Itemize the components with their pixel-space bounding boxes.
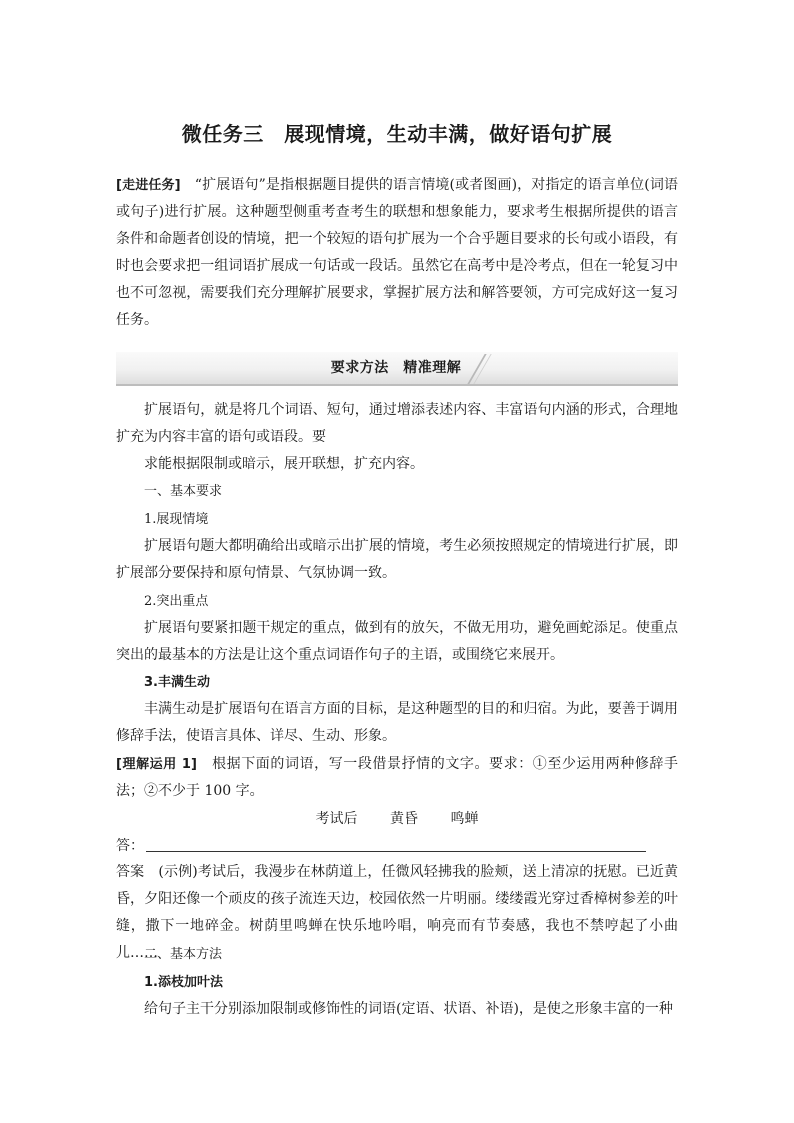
- subheading-add-branches: 1.添枝加叶法: [144, 975, 223, 990]
- intro-text: “扩展语句”是指根据题目提供的语言情境(或者图画)，对指定的语言单位(词语或句子)进行扩展。这种题型侧重考查考生的联想和想象能力，要求考生根据所提供的语言条件和命题者创设的情境，把一个较短的语句扩展为一个合乎题目要求的长句或小语段，有时也会要求把一组词语扩展成一句话或一段话。虽然它在高考中是冷考点，但在一轮复习中也不可忽视，需要我们充分理解扩展要求，掌握扩展方法和解答要领，方可完成好这一复习任务。: [116, 177, 679, 328]
- heading-basic-requirements: 一、基本要求: [144, 484, 223, 499]
- section-header-label: 要求方法 精准理解: [330, 360, 462, 376]
- page-title: 微任务三 展现情境，生动丰满，做好语句扩展: [181, 122, 613, 146]
- subheading-vivid: 3.丰满生动: [144, 675, 210, 690]
- answer-tag: 答案: [116, 864, 145, 880]
- keyword-2: 黄昏: [390, 811, 418, 827]
- subheading-scene: 1.展现情境: [144, 512, 209, 527]
- body-paragraph-2: 求能根据限制或暗示，展开联想，扩充内容。: [144, 456, 424, 472]
- heading-basic-methods: 二、基本方法: [144, 947, 223, 962]
- keyword-list: [116, 806, 678, 833]
- body-paragraph-1: 扩展语句，就是将几个词语、短句，通过增添表述内容、丰富语句内涵的形式，合理地扩充为内容丰富的语句或语段。要: [116, 402, 678, 445]
- answer-text: (示例)考试后，我漫步在林荫道上，任微风轻拂我的脸颊，送上清凉的抚慰。已近黄昏，夕阳还像一个顽皮的孩子流连天边，校园依然一片明丽。缕缕霞光穿过香樟树参差的叶缝，撒下一地碎金。树荫里鸣蝉在快乐地吟唱，响亮而有节奏感，我也不禁哼起了小曲儿……: [116, 864, 679, 961]
- body-paragraph-focus: 扩展语句要紧扣题干规定的重点，做到有的放矢，不做无用功，避免画蛇添足。使重点突出的最基本的方法是让这个重点词语作句子的主语，或围绕它来展开。: [116, 620, 678, 663]
- intro-paragraph: [116, 172, 678, 334]
- intro-tag: [走进任务]: [116, 178, 181, 193]
- answer-prompt: 答：: [116, 838, 144, 854]
- answer-blank-line: [146, 851, 646, 852]
- section-header-bar: [116, 352, 678, 386]
- exercise-text: 根据下面的词语，写一段借景抒情的文字。要求：①至少运用两种修辞手法；②不少于 100 字。: [116, 756, 678, 799]
- exercise-tag: [理解运用 1]: [116, 757, 197, 772]
- exercise-paragraph: [116, 751, 678, 805]
- body-paragraph-vivid: 丰满生动是扩展语句在语言方面的目标，是这种题型的目的和归宿。为此，要善于调用修辞手法，使语言具体、详尽、生动、形象。: [116, 701, 678, 744]
- subheading-focus: 2.突出重点: [144, 594, 209, 609]
- body-paragraph-method: 给句子主干分别添加限制或修饰性的词语(定语、状语、补语)，是使之形象丰富的一种: [144, 1001, 673, 1017]
- body-paragraph-scene: 扩展语句题大都明确给出或暗示出扩展的情境，考生必须按照规定的情境进行扩展，即扩展部分要保持和原句情景、气氛协调一致。: [116, 538, 678, 581]
- keyword-1: 考试后: [315, 811, 358, 827]
- keyword-3: 鸣蝉: [450, 811, 479, 827]
